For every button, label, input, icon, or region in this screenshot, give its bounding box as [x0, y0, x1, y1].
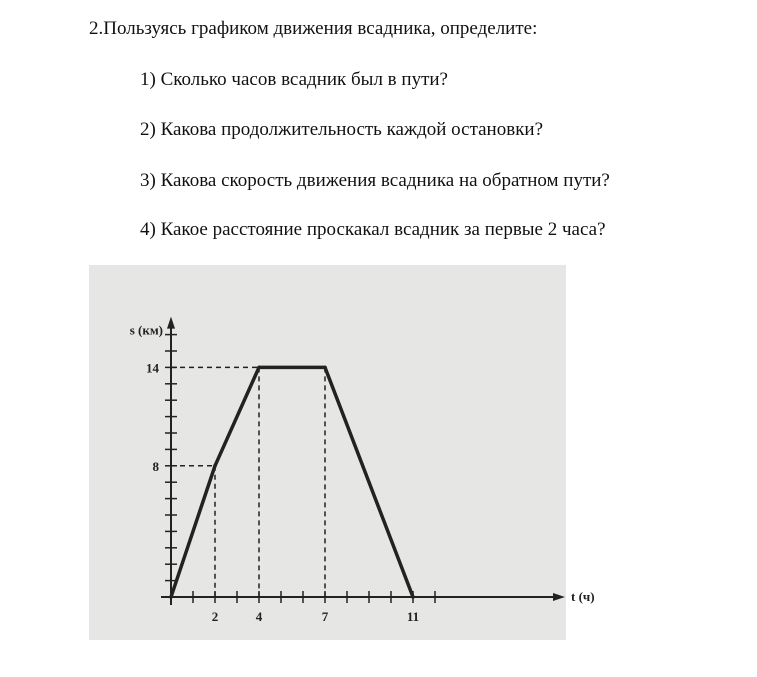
task-heading: 2.Пользуясь графиком движения всадника, определите:	[89, 18, 538, 39]
y-tick-label: 8	[152, 458, 159, 474]
ticks	[165, 335, 435, 603]
series	[169, 366, 415, 599]
x-tick-label: 11	[406, 609, 420, 624]
data-point	[213, 464, 217, 468]
distance-line	[171, 367, 413, 597]
x-tick-label: 2	[211, 609, 219, 624]
data-point	[169, 595, 173, 599]
x-tick-label: 7	[321, 609, 329, 624]
x-axis-arrow-icon	[553, 593, 565, 601]
question-1: 1) Сколько часов всадник был в пути?	[140, 69, 448, 90]
y-tick-label: 14	[146, 360, 159, 376]
dashed-guides	[171, 367, 325, 597]
question-3: 3) Какова скорость движения всадника на обратном пути?	[140, 170, 610, 191]
x-tick-label: 4	[255, 609, 263, 624]
x-axis-label: t (ч)	[571, 589, 595, 604]
y-axis-arrow-icon	[167, 317, 175, 329]
y-axis-label: s (км)	[129, 322, 163, 338]
motion-graph	[89, 265, 595, 640]
data-point	[323, 366, 327, 370]
question-4: 4) Какое расстояние проскакал всадник за первые 2 часа?	[140, 219, 606, 240]
data-point	[411, 595, 415, 599]
data-point	[257, 366, 261, 370]
question-2: 2) Какова продолжительность каждой остановки?	[140, 119, 544, 140]
axes	[161, 317, 565, 605]
motion-graph-figure	[89, 265, 595, 640]
